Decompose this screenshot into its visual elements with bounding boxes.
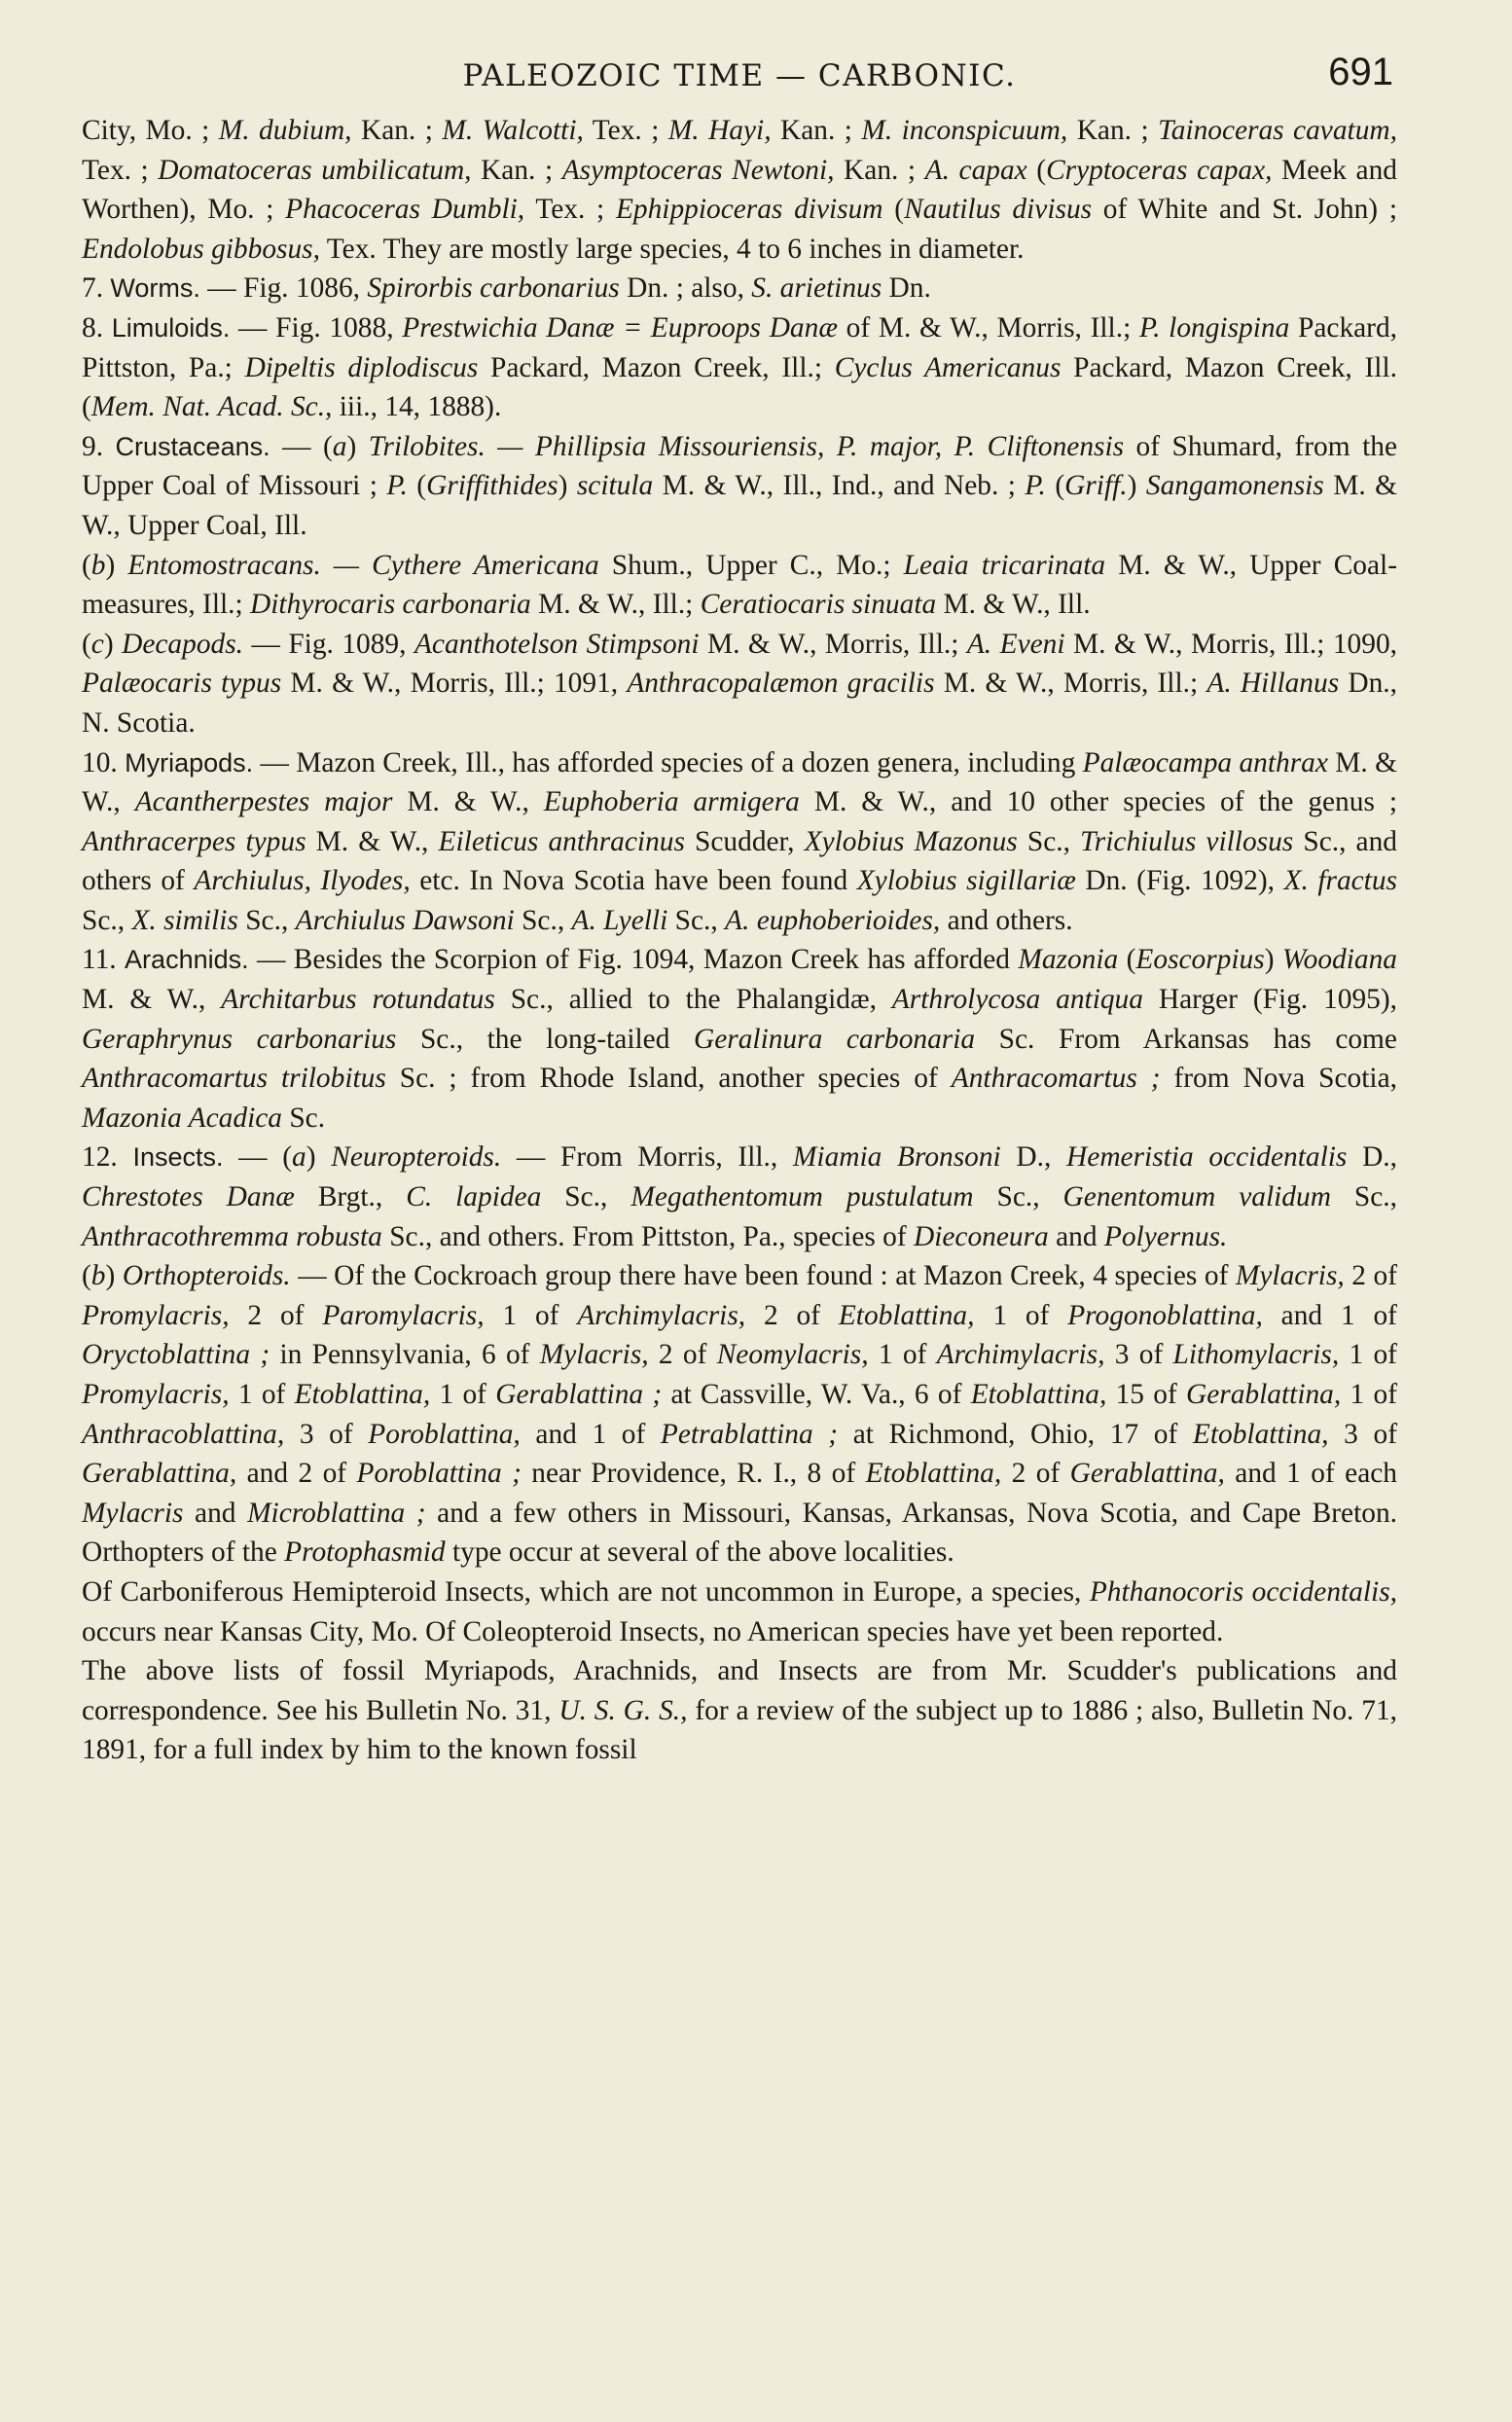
paragraph-decapods: (c) Decapods. — Fig. 1089, Acanthotelson Stimpsoni M. & W., Morris, Ill.; A. Eveni M. & W., Morris, Ill.; 1090, Palæocaris typus M. & W., Morris, Ill.; 1091, Anthracopalæmon gracilis M. & W., Morris, Ill.; A. Hillanus Dn., N. Scotia. (82, 628, 1397, 739)
paragraph-myriapods: 10. Myriapods. — Mazon Creek, Ill., has afforded species of a dozen genera, including Palæocampa anthrax M. & W., Acantherpestes major M. & W., Euphoberia armigera M. & W., and 10 other species of the genus ; Anthracerpes typus M. & W., Eileticus anthracinus Scudder, Xylobius Mazonus Sc., Trichiulus villosus Sc., and others of Archiulus, Ilyodes, etc. In Nova Scotia have been found Xylobius sigillariæ Dn. (Fig. 1092), X. fractus Sc., X. similis Sc., Archiulus Dawsoni Sc., A. Lyelli Sc., A. euphoberioides, and others. (82, 746, 1397, 936)
paragraph-insects: 12. Insects. — (a) Neuropteroids. — From Morris, Ill., Miamia Bronsoni D., Hemeristia occidentalis D., Chrestotes Danæ Brgt., C. lapidea Sc., Megathentomum pustulatum Sc., Genentomum validum Sc., Anthracothremma robusta Sc., and others. From Pittston, Pa., species of Dieconeura and Polyernus. (82, 1141, 1397, 1252)
page-number: 691 (1328, 51, 1393, 93)
paragraph-hemipteroids: Of Carboniferous Hemipteroid Insects, which are not uncommon in Europe, a species, Phthanocoris occidentalis, occurs near Kansas City, Mo. Of Coleopteroid Insects, no American species have yet been reported. (82, 1575, 1397, 1647)
running-title: PALEOZOIC TIME — CARBONIC. (462, 58, 1017, 93)
paragraph-worms: 7. Worms. — Fig. 1086, Spirorbis carbonarius Dn. ; also, S. arietinus Dn. (82, 272, 931, 305)
paragraph-limuloids: 8. Limuloids. — Fig. 1088, Prestwichia Danæ = Euproops Danæ of M. & W., Morris, Ill.; P. longispina Packard, Pittston, Pa.; Dipeltis diplodiscus Packard, Mazon Creek, Ill.; Cyclus Americanus Packard, Mazon Creek, Ill. (Mem. Nat. Acad. Sc., iii., 14, 1888). (82, 311, 1398, 423)
paragraph-entomostracans: (b) Entomostracans. — Cythere Americana Shum., Upper C., Mo.; Leaia tricarinata M. & W., Upper Coal-measures, Ill.; Dithyrocaris carbonaria M. & W., Ill.; Ceratiocaris sinuata M. & W., Ill. (82, 549, 1398, 621)
paragraph-arachnids: 11. Arachnids. — Besides the Scorpion of Fig. 1094, Mazon Creek has afforded Mazonia (Eoscorpius) Woodiana M. & W., Architarbus rotundatus Sc., allied to the Phalangidæ, Arthrolycosa antiqua Harger (Fig. 1095), Geraphrynus carbonarius Sc., the long-tailed Geralinura carbonaria Sc. From Arkansas has come Anthracomartus trilobitus Sc. ; from Rhode Island, another species of Anthracomartus ; from Nova Scotia, Mazonia Acadica Sc. (82, 944, 1397, 1134)
paragraph-sources: The above lists of fossil Myriapods, Arachnids, and Insects are from Mr. Scudder's publications and correspondence. See his Bulletin No. 31, U. S. G. S., for a review of the subject up to 1886 ; also, Bulletin No. 71, 1891, for a full index by him to the known fossil (82, 1655, 1397, 1766)
paragraph-crustaceans: 9. Crustaceans. — (a) Trilobites. — Phillipsia Missouriensis, P. major, P. Cliftonensis of Shumard, from the Upper Coal of Missouri ; P. (Griffithides) scitula M. & W., Ill., Ind., and Neb. ; P. (Griff.) Sangamonensis M. & W., Upper Coal, Ill. (82, 430, 1397, 541)
running-header (82, 51, 1397, 111)
paragraph-orthopteroids: (b) Orthopteroids. — Of the Cockroach group there have been found : at Mazon Creek, 4 species of Mylacris, 2 of Promylacris, 2 of Paromylacris, 1 of Archimylacris, 2 of Etoblattina, 1 of Progonoblattina, and 1 of Oryctoblattina ; in Pennsylvania, 6 of Mylacris, 2 of Neomylacris, 1 of Archimylacris, 3 of Lithomylacris, 1 of Promylacris, 1 of Etoblattina, 1 of Gerablattina ; at Cassville, W. Va., 6 of Etoblattina, 15 of Gerablattina, 1 of Anthracoblattina, 3 of Poroblattina, and 1 of Petrablattina ; at Richmond, Ohio, 17 of Etoblattina, 3 of Gerablattina, and 2 of Poroblattina ; near Providence, R. I., 8 of Etoblattina, 2 of Gerablattina, and 1 of each Mylacris and Microblattina ; and a few others in Missouri, Kansas, Arkansas, Nova Scotia, and Cape Breton. Orthopters of the Protophasmid type occur at several of the above localities. (82, 1260, 1397, 1569)
body-text (82, 111, 1397, 1770)
paragraph-continuation: City, Mo. ; M. dubium, Kan. ; M. Walcotti, Tex. ; M. Hayi, Kan. ; M. inconspicuum, Kan. ; Tainoceras cavatum, Tex. ; Domatoceras umbilicatum, Kan. ; Asymptoceras Newtoni, Kan. ; A. capax (Cryptoceras capax, Meek and Worthen), Mo. ; Phacoceras Dumbli, Tex. ; Ephippioceras divisum (Nautilus divisus of White and St. John) ; Endolobus gibbosus, Tex. They are mostly large species, 4 to 6 inches in diameter. (82, 115, 1397, 265)
